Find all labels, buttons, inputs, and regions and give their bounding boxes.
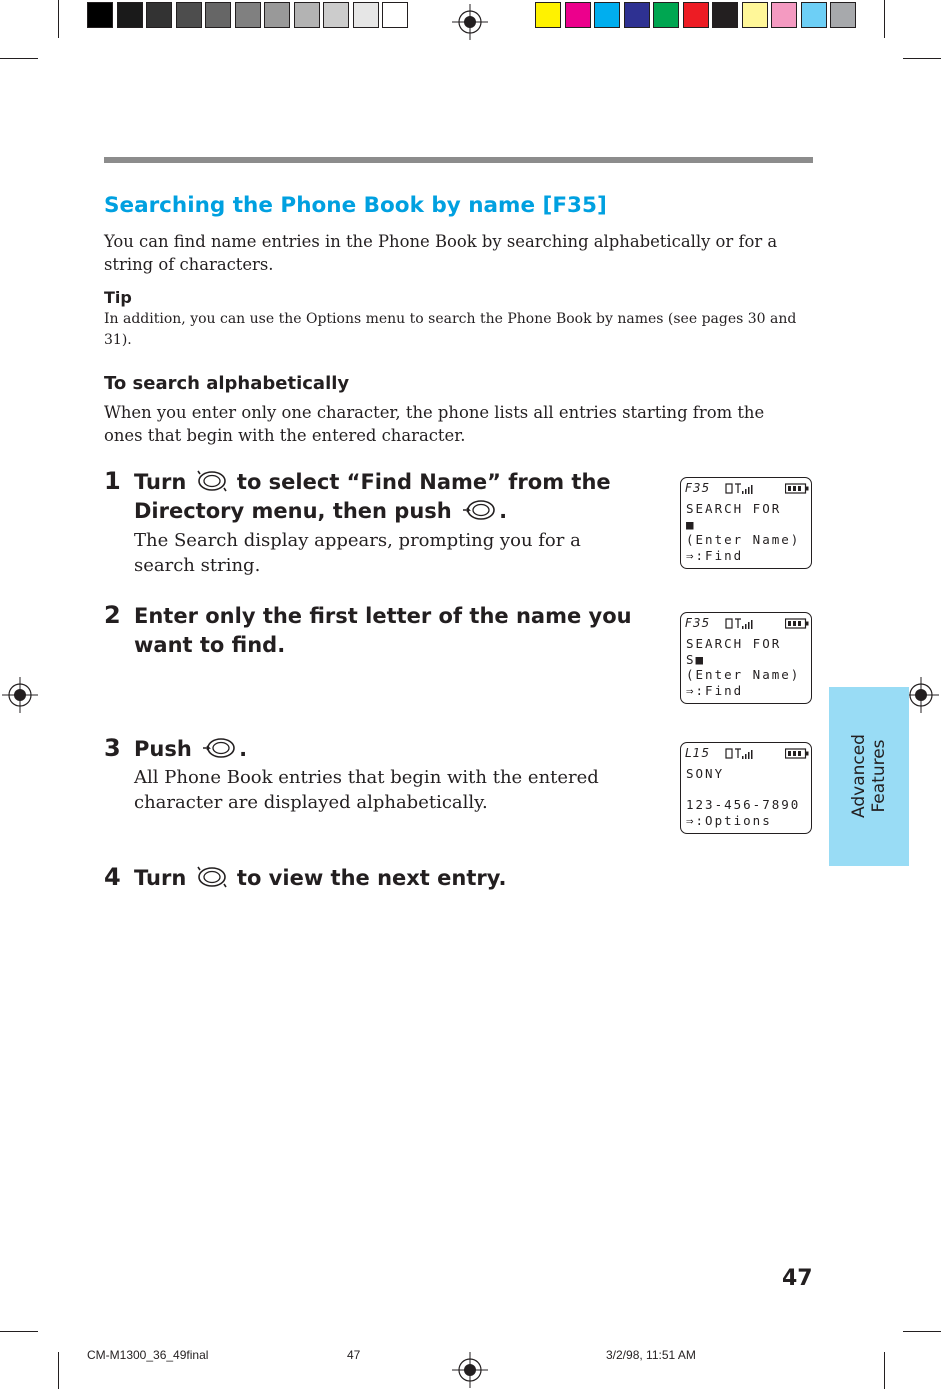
lcd-display: [680, 612, 812, 704]
intro-paragraph: You can find name entries in the Phone Book by searching alphabetically or for a string of characters.: [104, 232, 778, 274]
step-3-heading: [134, 735, 654, 764]
lcd-line: (Enter Name): [686, 532, 801, 547]
section-text: When you enter only one character, the phone lists all entries starting from the ones that begin with the entered character.: [104, 403, 765, 445]
header-rule: [104, 157, 813, 163]
color-swatch: [176, 2, 202, 28]
lcd-line: ⇒:Find: [686, 683, 744, 698]
jog-dial-turn-icon: [197, 866, 227, 888]
lcd-line: ⇒:Options: [686, 813, 772, 828]
step-2-heading: Enter only the first letter of the name you want to find.: [134, 604, 632, 657]
step-text: Push: [134, 737, 192, 761]
jog-dial-turn-icon: [197, 470, 227, 492]
crop-mark: [903, 1331, 941, 1332]
crop-mark: [884, 0, 885, 38]
step-text: .: [499, 499, 508, 523]
color-swatch: [624, 2, 650, 28]
color-swatch: [653, 2, 679, 28]
step-1-heading: [134, 468, 654, 526]
color-swatch: [235, 2, 261, 28]
lcd-line: ⇒:Find: [686, 548, 744, 563]
lcd-line: SEARCH FOR: [686, 501, 782, 516]
color-swatch: [830, 2, 856, 28]
battery-icon: [785, 618, 809, 629]
color-swatch: [117, 2, 143, 28]
section-tab-label: [849, 734, 889, 818]
registration-mark-icon: [2, 677, 38, 713]
signal-strength-icon: [725, 747, 755, 761]
page-number: 47: [782, 1266, 813, 1291]
color-swatch: [594, 2, 620, 28]
color-swatch: [535, 2, 561, 28]
crop-mark: [58, 0, 59, 38]
registration-mark-icon: [452, 4, 488, 40]
color-swatch: [565, 2, 591, 28]
step-text: to select “Find Name” from the Directory menu, then push: [134, 470, 611, 523]
function-code: L15: [685, 746, 710, 760]
step-number: 3: [104, 734, 121, 762]
color-swatch: [712, 2, 738, 28]
crop-mark: [884, 1352, 885, 1389]
step-text: Turn: [134, 866, 187, 890]
lcd-line: ■: [686, 517, 696, 532]
color-swatch: [683, 2, 709, 28]
crop-mark: [903, 58, 941, 59]
tab-line: Advanced: [849, 734, 869, 818]
step-1-body: The Search display appears, prompting you for a search string.: [134, 530, 581, 576]
color-swatch: [205, 2, 231, 28]
color-swatch: [771, 2, 797, 28]
jog-dial-push-icon: [462, 499, 496, 521]
battery-icon: [785, 483, 809, 494]
tip-label: Tip: [104, 288, 132, 307]
lcd-line: (Enter Name): [686, 667, 801, 682]
crop-mark: [0, 58, 38, 59]
color-swatch: [353, 2, 379, 28]
step-text: .: [239, 737, 248, 761]
signal-strength-icon: [725, 617, 755, 631]
step-number: 2: [104, 601, 121, 629]
function-code: F35: [685, 616, 711, 630]
tip-text: In addition, you can use the Options menu to search the Phone Book by names (see pages 30 and 31).: [104, 311, 797, 348]
color-swatch: [801, 2, 827, 28]
footer-timestamp: 3/2/98, 11:51 AM: [606, 1348, 696, 1362]
lcd-line: SONY: [686, 766, 725, 781]
color-swatch: [87, 2, 113, 28]
lcd-line: SEARCH FOR: [686, 636, 782, 651]
step-text: to view the next entry.: [236, 866, 507, 890]
step-number: 4: [104, 863, 121, 891]
footer-page: 47: [347, 1348, 361, 1362]
step-4-heading: [134, 864, 654, 893]
lcd-display: [680, 742, 812, 834]
battery-icon: [785, 748, 809, 759]
color-swatch: [382, 2, 408, 28]
step-3-body: All Phone Book entries that begin with the entered character are displayed alphabetically.: [134, 767, 599, 813]
lcd-line: S■: [686, 652, 706, 667]
registration-mark-icon: [452, 1352, 488, 1388]
step-text: Turn: [134, 470, 187, 494]
function-code: F35: [685, 481, 711, 495]
step-number: 1: [104, 467, 121, 495]
color-swatch: [264, 2, 290, 28]
crop-mark: [0, 1331, 38, 1332]
page-title: Searching the Phone Book by name [F35]: [104, 193, 607, 218]
lcd-line: 123-456-7890: [686, 797, 801, 812]
color-swatch: [146, 2, 172, 28]
lcd-display: [680, 477, 812, 569]
color-swatch: [742, 2, 768, 28]
color-swatch: [294, 2, 320, 28]
color-swatch: [323, 2, 349, 28]
tab-line: Features: [869, 739, 889, 813]
crop-mark: [58, 1352, 59, 1389]
section-heading: To search alphabetically: [104, 373, 350, 394]
jog-dial-push-icon: [202, 737, 236, 759]
footer-filename: CM-M1300_36_49final: [87, 1348, 209, 1362]
signal-strength-icon: [725, 482, 755, 496]
